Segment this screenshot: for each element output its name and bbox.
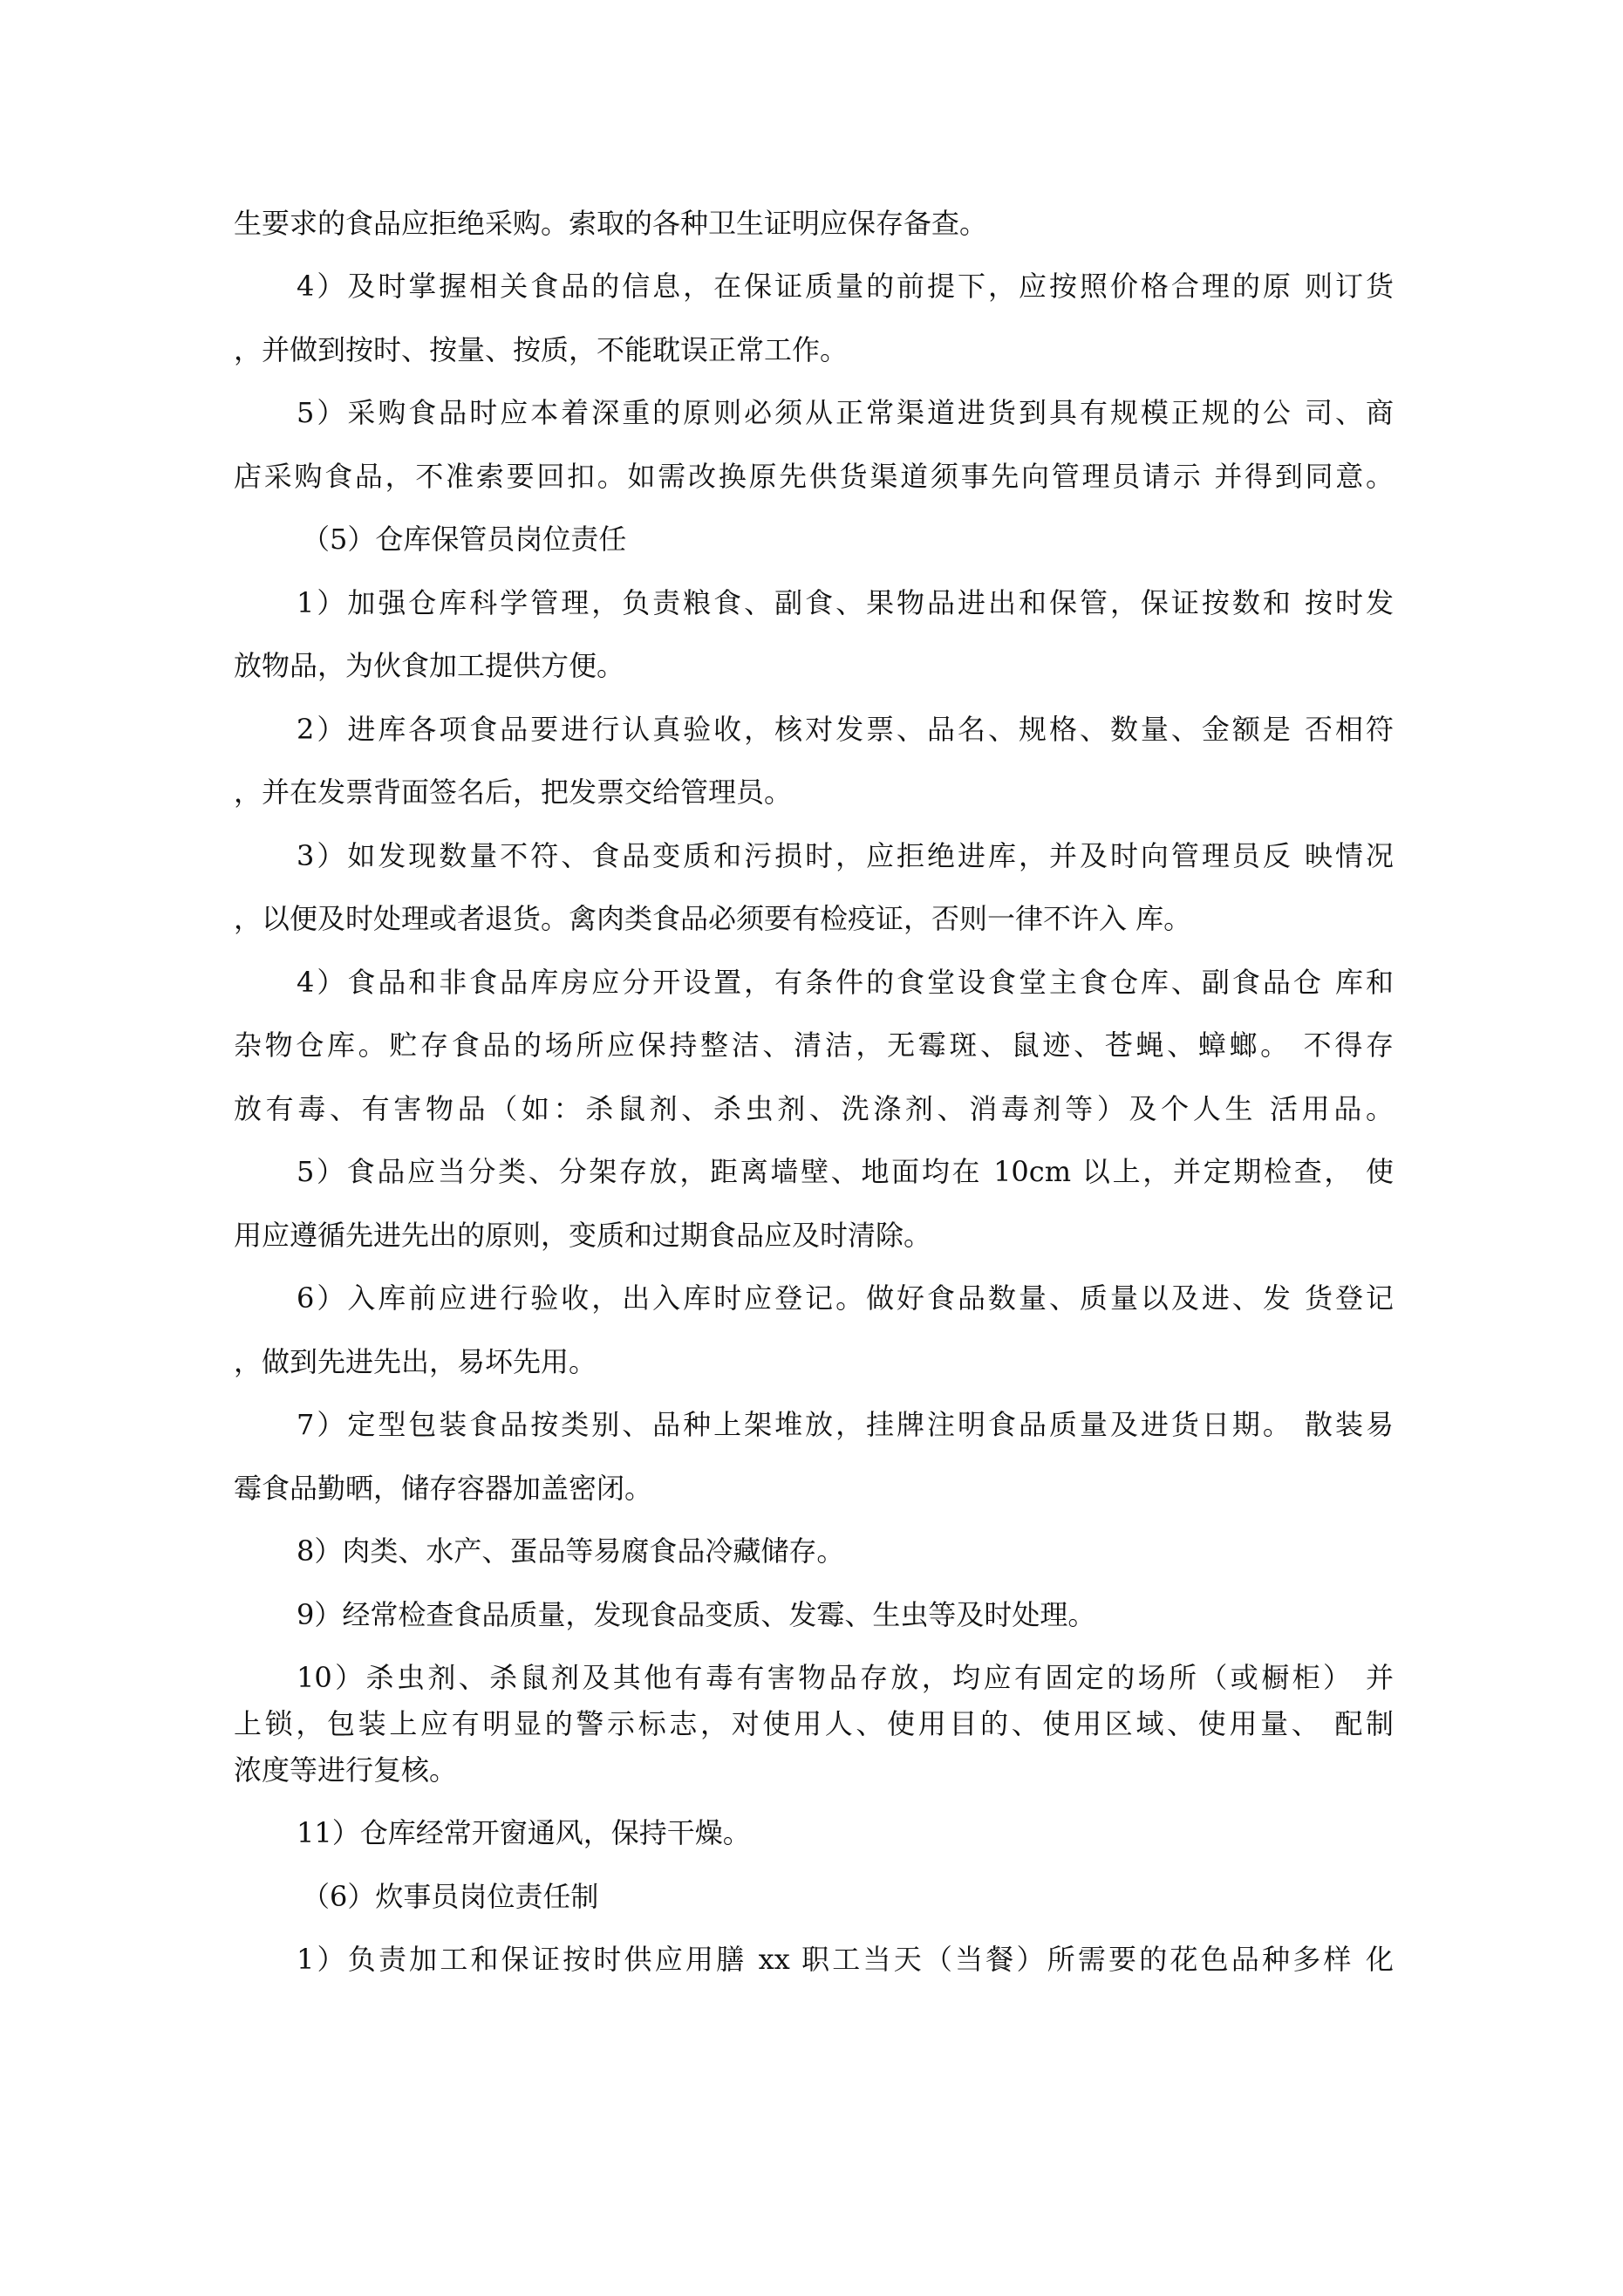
text-line: 2）进库各项食品要进行认真验收，核对发票、品名、规格、数量、金额是 否相符 — [297, 713, 1394, 746]
text-line: 10）杀虫剂、杀鼠剂及其他有毒有害物品存放，均应有固定的场所（或橱柜） 并 — [297, 1661, 1394, 1694]
text-line: 放有毒、有害物品（如：杀鼠剂、杀虫剂、洗涤剂、消毒剂等）及个人生 活用品。 — [234, 1092, 1394, 1125]
text-line: 店采购食品，不准索要回扣。如需改换原先供货渠道须事先向管理员请示 并得到同意。 — [234, 460, 1394, 493]
text-line: 杂物仓库。贮存食品的场所应保持整洁、清洁，无霉斑、鼠迹、苍蝇、蟑螂。 不得存 — [234, 1028, 1394, 1062]
text-line: 11）仓库经常开窗通风，保持干燥。 — [297, 1816, 751, 1849]
text-line: 4）食品和非食品库房应分开设置，有条件的食堂设食堂主食仓库、副食品仓 库和 — [297, 966, 1394, 999]
text-line: 5）食品应当分类、分架存放，距离墙壁、地面均在 10cm 以上，并定期检查， 使 — [297, 1155, 1394, 1188]
text-line: 6）入库前应进行验收，出入库时应登记。做好食品数量、质量以及进、发 货登记 — [297, 1281, 1394, 1315]
text-line: 生要求的食品应拒绝采购。索取的各种卫生证明应保存备查。 — [234, 207, 988, 240]
text-line: 1）负责加工和保证按时供应用膳 xx 职工当天（当餐）所需要的花色品种多样 化 — [297, 1943, 1394, 1976]
text-line: ，并做到按时、按量、按质，不能耽误正常工作。 — [234, 333, 849, 366]
section-heading: （6）炊事员岗位责任制 — [302, 1880, 599, 1913]
text-line: 1）加强仓库科学管理，负责粮食、副食、果物品进出和保管，保证按数和 按时发 — [297, 586, 1394, 619]
text-line: 9）经常检查食品质量，发现食品变质、发霉、生虫等及时处理。 — [297, 1598, 1096, 1631]
text-line: 4）及时掌握相关食品的信息，在保证质量的前提下，应按照价格合理的原 则订货 — [297, 270, 1394, 303]
text-line: ，做到先进先出，易坏先用。 — [234, 1345, 597, 1378]
text-line: 浓度等进行复核。 — [234, 1753, 458, 1787]
text-line: ，并在发票背面签名后，把发票交给管理员。 — [234, 776, 793, 809]
text-line: 上锁，包装上应有明显的警示标志，对使用人、使用目的、使用区域、使用量、 配制 — [234, 1707, 1394, 1740]
text-line: ，以便及时处理或者退货。禽肉类食品必须要有检疫证，否则一律不许入 库。 — [234, 902, 1192, 935]
text-line: 3）如发现数量不符、食品变质和污损时，应拒绝进库，并及时向管理员反 映情况 — [297, 839, 1394, 872]
text-line: 7）定型包装食品按类别、品种上架堆放，挂牌注明食品质量及进货日期。 散装易 — [297, 1408, 1394, 1441]
text-line: 霉食品勤晒，储存容器加盖密闭。 — [234, 1472, 653, 1505]
text-line: 5）采购食品时应本着深重的原则必须从正常渠道进货到具有规模正规的公 司、商 — [297, 396, 1394, 429]
text-line: 8）肉类、水产、蛋品等易腐食品冷藏储存。 — [297, 1534, 845, 1568]
text-line: 用应遵循先进先出的原则，变质和过期食品应及时清除。 — [234, 1219, 932, 1252]
section-heading: （5）仓库保管员岗位责任 — [302, 523, 627, 556]
text-line: 放物品，为伙食加工提供方便。 — [234, 649, 625, 682]
